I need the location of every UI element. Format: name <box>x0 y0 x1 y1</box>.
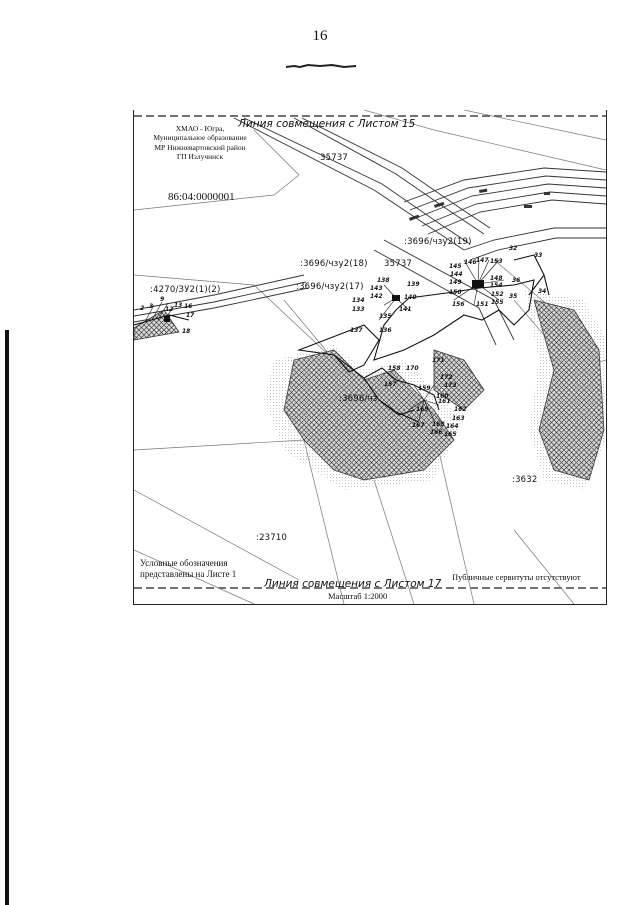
point-label: 152 <box>491 291 504 298</box>
point-label: 144 <box>450 271 463 278</box>
point-label: 143 <box>370 285 383 292</box>
point-label: 162 <box>454 406 467 413</box>
map-scale: Масштаб 1:2000 <box>328 591 388 601</box>
legend-line: представлены на Листе 1 <box>140 568 237 579</box>
point-label: 138 <box>377 277 390 284</box>
point-label: 134 <box>352 297 365 304</box>
point-label: 13 <box>174 302 183 309</box>
map-drawing <box>134 110 606 604</box>
admin-info <box>136 124 264 162</box>
admin-line: ХМАО - Югра, <box>175 124 225 133</box>
point-label: 169 <box>416 406 429 413</box>
point-label: 164 <box>446 423 459 430</box>
point-label: 171 <box>432 357 445 364</box>
point-label: 139 <box>407 281 420 288</box>
point-label: 140 <box>404 294 417 301</box>
point-label: 34 <box>538 288 547 295</box>
admin-line: Муниципальное образование <box>153 133 247 143</box>
point-label: 159 <box>418 385 431 392</box>
legend-note <box>140 558 236 580</box>
point-label: 141 <box>399 306 412 313</box>
servitude-note: Публичные сервитуты отсутствуют <box>452 572 581 582</box>
point-label: 9 <box>160 296 165 303</box>
point-label: 136 <box>379 327 392 334</box>
point-label: 148 <box>490 275 503 282</box>
parcel-label: :4270/ЗУ2(1)(2) <box>150 285 221 295</box>
page-number: 16 <box>312 28 328 44</box>
point-label: 170 <box>406 365 419 372</box>
point-label: 18 <box>182 328 191 335</box>
point-label: 32 <box>509 245 518 252</box>
point-label: 166 <box>430 429 443 436</box>
combine-line-top-label: Линия совмещения с Листом 15 <box>238 118 416 130</box>
point-label: 2 <box>140 305 145 312</box>
parcel-label: 35737 <box>384 259 413 269</box>
point-label: 133 <box>352 306 365 313</box>
point-label: 161 <box>438 398 451 405</box>
point-label: 145 <box>449 263 462 270</box>
parcel-label: :3696/чзу2(18) <box>300 259 368 269</box>
parcel-label: :3696/чзу2(17) <box>296 282 364 292</box>
admin-line: ГП Излучинск <box>176 152 224 162</box>
point-label: 157 <box>384 381 397 388</box>
scan-edge-bar <box>5 330 9 905</box>
point-label: 163 <box>452 415 465 422</box>
header-scribble <box>286 63 356 69</box>
parcel-label: :3696/чзу2(19) <box>404 237 472 247</box>
point-label: 167 <box>412 422 425 429</box>
point-label: 172 <box>440 374 453 381</box>
parcel-label: 35737 <box>320 153 349 163</box>
point-label: 153 <box>490 258 503 265</box>
point-label: 173 <box>444 382 457 389</box>
parcel-label: :23710 <box>256 533 288 543</box>
point-label: 36 <box>512 277 521 284</box>
point-label: 165 <box>444 431 457 438</box>
point-label: 151 <box>476 301 489 308</box>
point-label: 135 <box>379 313 392 320</box>
point-label: 142 <box>370 293 383 300</box>
legend-line: Условные обозначения <box>140 558 228 568</box>
admin-line: МР Нижневартовский район <box>154 142 246 152</box>
parcel-label: :3696/чз <box>339 394 378 404</box>
point-label: 149 <box>449 279 462 286</box>
point-label: 17 <box>186 312 195 319</box>
point-label: 160 <box>436 393 449 400</box>
point-label: 155 <box>491 299 504 306</box>
point-label: 12 <box>165 306 174 313</box>
cadastral-map <box>133 110 607 605</box>
parcel-label: :3632 <box>512 475 538 485</box>
point-label: 16 <box>184 303 193 310</box>
point-label: 3 <box>149 303 154 310</box>
combine-line-bottom-label: Линия совмещения с Листом 17 <box>264 578 442 590</box>
point-label: 168 <box>432 421 445 428</box>
point-label: 35 <box>509 293 518 300</box>
point-label: 150 <box>449 289 462 296</box>
point-label: 154 <box>490 282 503 289</box>
point-label: 156 <box>452 301 465 308</box>
cadastral-block-number: 86:04:0000001 <box>168 191 235 203</box>
point-label: 147 <box>476 257 489 264</box>
point-label: 146 <box>464 259 477 266</box>
point-label: 33 <box>534 252 543 259</box>
point-label: 158 <box>388 365 401 372</box>
point-label: 137 <box>350 327 363 334</box>
